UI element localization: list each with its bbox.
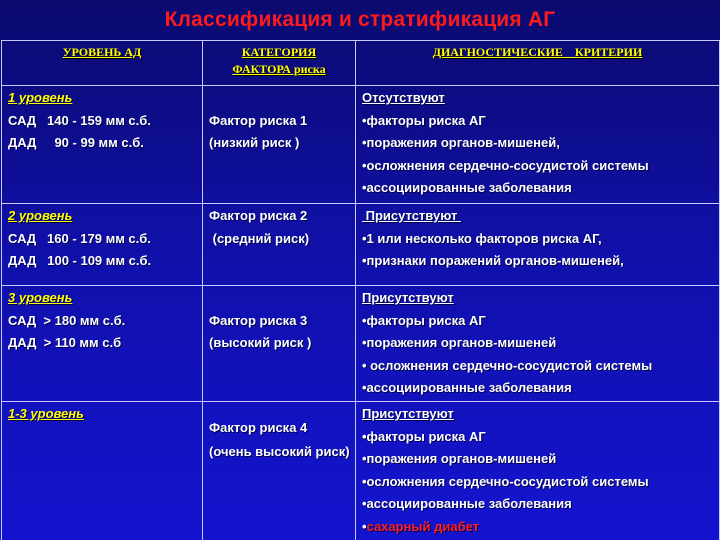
table-row [2, 286, 720, 402]
header-criteria: ДИАГНОСТИЧЕСКИЕ КРИТЕРИИ [356, 41, 720, 86]
criteria-item: •1 или несколько факторов риска АГ, [362, 230, 602, 246]
criteria-item: •ассоциированные заболевания [362, 180, 572, 195]
criteria-title: Присутствуют [362, 406, 454, 421]
risk-factor: Фактор риска 2 [209, 208, 308, 223]
table-header-row [2, 41, 720, 86]
sad-value: САД 160 - 179 мм с.б. [8, 230, 151, 246]
dad-value: ДАД 90 - 99 мм с.б. [8, 135, 144, 150]
criteria-cell [356, 286, 720, 402]
criteria-title: Отсутствуют [362, 90, 445, 105]
criteria-cell [356, 402, 720, 540]
criteria-item: •поражения органов-мишеней [362, 451, 557, 466]
criteria-title: Присутствуют [362, 208, 461, 223]
level-title: 1-3 уровень [8, 406, 84, 421]
risk-factor: Фактор риска 3 [209, 312, 308, 328]
header-level: УРОВЕНЬ АД [2, 41, 203, 86]
level-title: 2 уровень [8, 208, 73, 223]
level-cell [2, 204, 203, 286]
diabetes-highlight: сахарный диабет [366, 518, 480, 534]
page-title: Классификация и стратификация АГ [164, 8, 556, 31]
risk-cell [203, 204, 356, 286]
level-cell [2, 402, 203, 540]
risk-level: (высокий риск ) [209, 335, 312, 350]
table-row [2, 402, 720, 540]
dad-value: ДАД > 110 мм с.б [8, 335, 122, 350]
criteria-item-diabetes: •сахарный диабет [362, 518, 480, 534]
criteria-cell [356, 204, 720, 286]
criteria-item: •ассоциированные заболевания [362, 380, 572, 395]
criteria-item: •поражения органов-мишеней [362, 335, 557, 350]
criteria-item: •осложнения сердечно-сосудистой системы [362, 473, 649, 489]
dad-value: ДАД 100 - 109 мм с.б. [8, 253, 152, 268]
criteria-item: •осложнения сердечно-сосудистой системы [362, 157, 649, 173]
criteria-item: • осложнения сердечно-сосудистой системы [362, 357, 653, 373]
risk-factor: Фактор риска 1 [209, 112, 308, 128]
criteria-item: •факторы риска АГ [362, 428, 486, 444]
risk-level: (низкий риск ) [209, 135, 300, 150]
risk-cell [203, 286, 356, 402]
risk-level: (очень высокий риск) [209, 444, 350, 459]
level-title: 3 уровень [8, 290, 73, 305]
level-cell [2, 86, 203, 204]
criteria-item: •поражения органов-мишеней, [362, 135, 560, 150]
risk-level: (средний риск) [209, 230, 310, 246]
header-category: КАТЕГОРИЯ ФАКТОРА риска [203, 41, 356, 86]
sad-value: САД > 180 мм с.б. [8, 312, 126, 328]
table-row [2, 86, 720, 204]
risk-factor: Фактор риска 4 [209, 420, 308, 435]
criteria-item: •ассоциированные заболевания [362, 496, 572, 511]
risk-cell [203, 86, 356, 204]
criteria-item: •признаки поражений органов-мишеней, [362, 253, 624, 268]
criteria-item: •факторы риска АГ [362, 112, 486, 128]
risk-cell [203, 402, 356, 540]
criteria-item: •факторы риска АГ [362, 312, 486, 328]
criteria-title: Присутствуют [362, 290, 454, 305]
level-title: 1 уровень [8, 90, 73, 105]
level-cell [2, 286, 203, 402]
classification-table [1, 40, 720, 540]
criteria-cell [356, 86, 720, 204]
table-row [2, 204, 720, 286]
sad-value: САД 140 - 159 мм с.б. [8, 112, 151, 128]
